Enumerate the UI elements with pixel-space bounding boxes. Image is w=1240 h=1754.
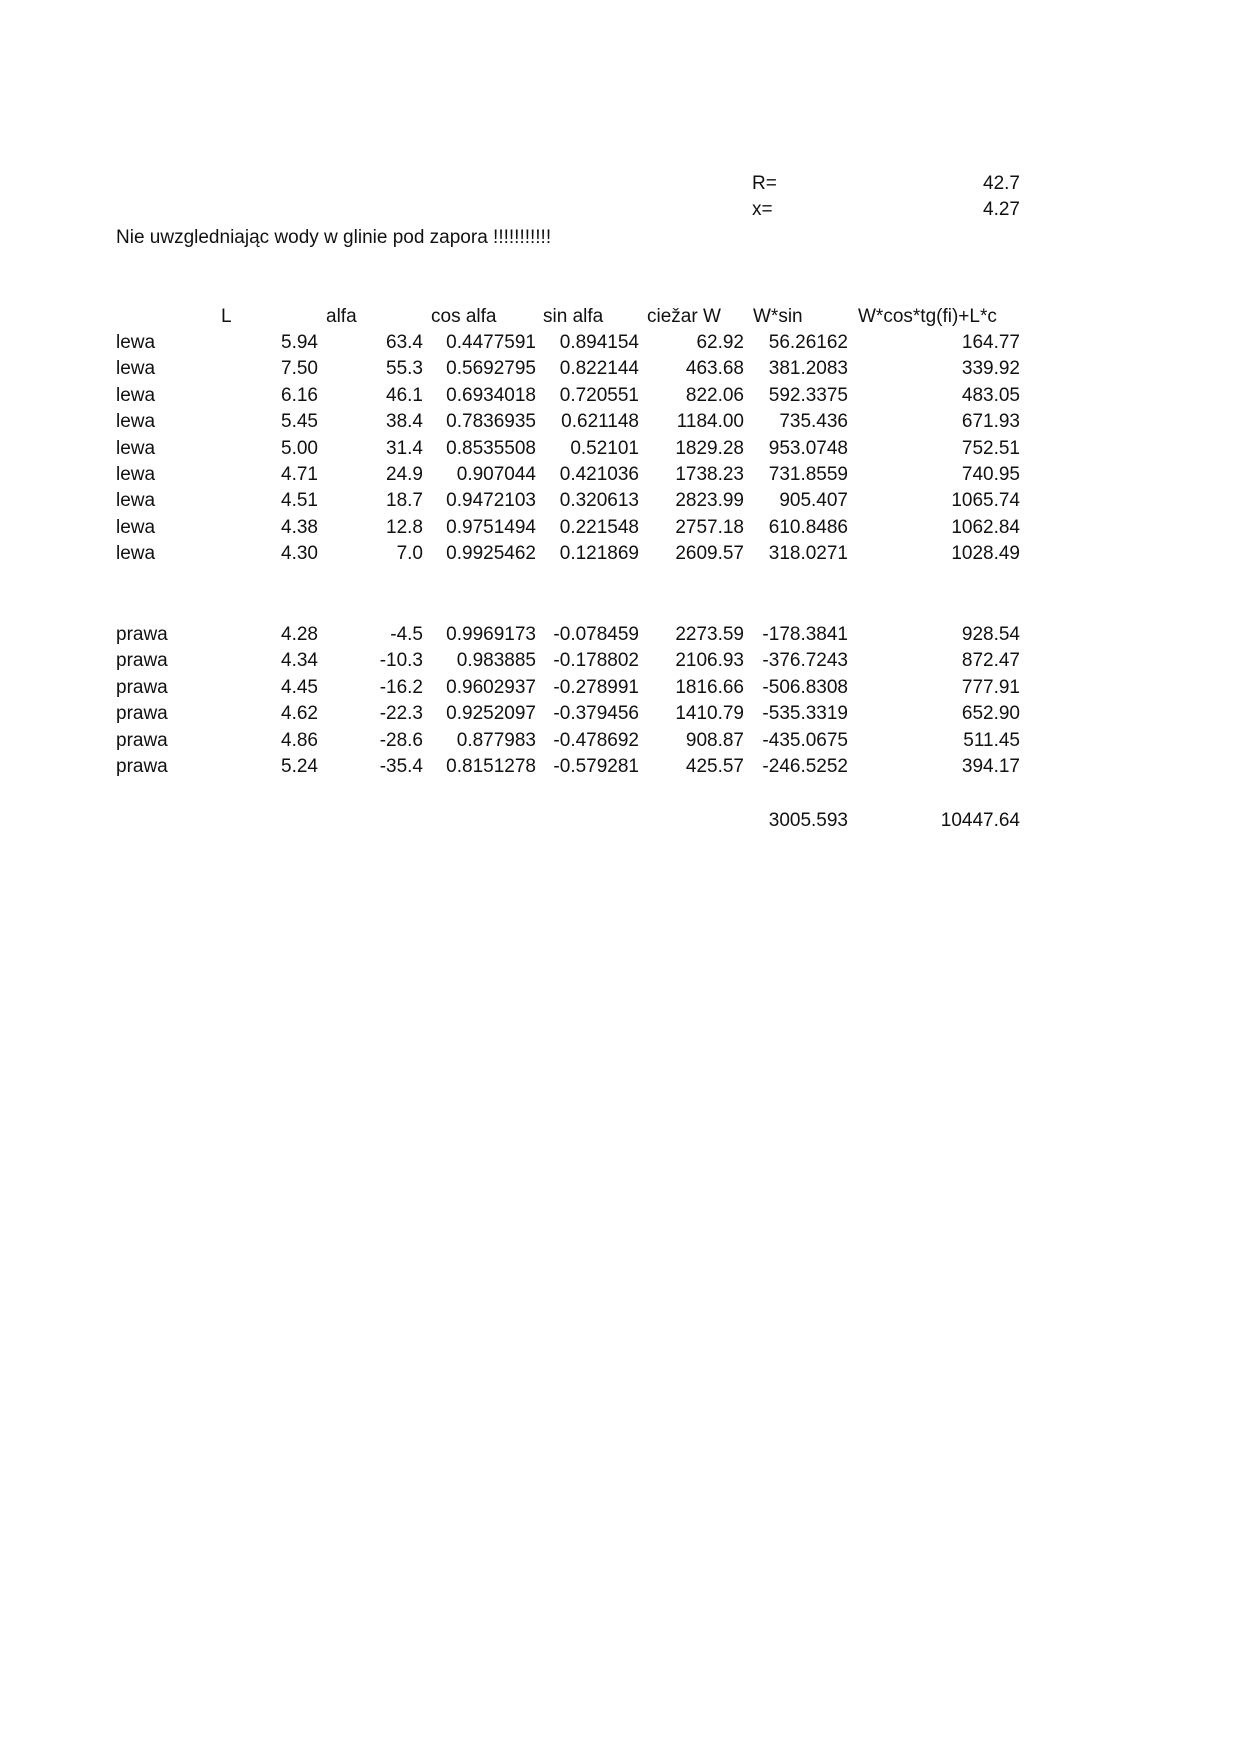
cell-l: 6.16 <box>281 384 318 406</box>
cell-w-sin: 905.407 <box>779 490 848 512</box>
cell-w-sin: 953.0748 <box>768 437 848 459</box>
cell-side: lewa <box>116 490 156 512</box>
cell-ciezar-w: 822.06 <box>685 384 744 406</box>
cell-ciezar-w: 2609.57 <box>675 543 744 565</box>
cell-alfa: 18.7 <box>386 490 423 512</box>
cell-resisting: 928.54 <box>961 624 1020 645</box>
cell-l: 4.51 <box>281 490 318 512</box>
cell-alfa: 7.0 <box>396 543 423 565</box>
cell-w-sin: 610.8486 <box>768 516 848 538</box>
cell-sin-alfa: 0.320613 <box>559 490 639 512</box>
cell-resisting: 872.47 <box>961 650 1020 672</box>
cell-resisting: 1062.84 <box>951 516 1020 538</box>
cell-side: lewa <box>116 332 156 353</box>
cell-sin-alfa: 0.720551 <box>559 384 639 406</box>
cell-w-sin: 735.436 <box>779 411 848 433</box>
r-value: 42.7 <box>983 173 1020 194</box>
cell-cos-alfa: 0.6934018 <box>446 384 536 406</box>
cell-ciezar-w: 908.87 <box>685 729 744 751</box>
cell-resisting: 652.90 <box>961 703 1020 725</box>
cell-resisting: 740.95 <box>961 464 1020 485</box>
cell-sin-alfa: -0.178802 <box>553 650 639 672</box>
cell-resisting: 752.51 <box>961 437 1020 459</box>
cell-sin-alfa: -0.278991 <box>553 676 639 698</box>
cell-cos-alfa: 0.9252097 <box>446 703 536 725</box>
cell-side: prawa <box>116 624 168 645</box>
cell-side: prawa <box>116 729 168 751</box>
cell-side: prawa <box>116 703 168 725</box>
cell-alfa: -28.6 <box>379 729 423 751</box>
cell-alfa: 12.8 <box>386 516 423 538</box>
cell-ciezar-w: 2757.18 <box>675 516 744 538</box>
cell-alfa: 55.3 <box>386 358 423 380</box>
cell-cos-alfa: 0.907044 <box>456 464 536 485</box>
cell-cos-alfa: 0.983885 <box>456 650 536 672</box>
cell-sin-alfa: 0.822144 <box>559 358 639 380</box>
cell-w-sin: 592.3375 <box>768 384 848 406</box>
header-w-sin: W*sin <box>753 306 803 327</box>
cell-l: 4.38 <box>281 516 318 538</box>
cell-cos-alfa: 0.9925462 <box>446 543 536 565</box>
cell-w-sin: -506.8308 <box>762 676 848 698</box>
cell-l: 7.50 <box>281 358 318 380</box>
cell-side: lewa <box>116 464 156 485</box>
cell-alfa: 46.1 <box>386 384 423 406</box>
cell-sin-alfa: -0.478692 <box>553 729 639 751</box>
cell-cos-alfa: 0.8151278 <box>446 756 536 777</box>
cell-cos-alfa: 0.8535508 <box>446 437 536 459</box>
cell-w-sin: 731.8559 <box>768 464 848 485</box>
cell-sin-alfa: 0.894154 <box>559 332 639 353</box>
cell-l: 5.94 <box>281 332 318 353</box>
header-alfa: alfa <box>326 306 357 327</box>
cell-resisting: 164.77 <box>961 332 1020 353</box>
cell-resisting: 777.91 <box>961 676 1020 698</box>
cell-cos-alfa: 0.9472103 <box>446 490 536 512</box>
cell-alfa: 38.4 <box>386 411 423 433</box>
header-l: L <box>221 306 232 327</box>
cell-l: 5.00 <box>281 437 318 459</box>
cell-w-sin: -246.5252 <box>762 756 848 777</box>
cell-ciezar-w: 1816.66 <box>675 676 744 698</box>
total-resisting: 10447.64 <box>940 810 1020 831</box>
cell-sin-alfa: 0.621148 <box>561 411 639 433</box>
header-ciezar-w: ciežar W <box>647 306 721 327</box>
cell-alfa: -35.4 <box>379 756 423 777</box>
cell-sin-alfa: 0.52101 <box>570 437 639 459</box>
cell-alfa: 63.4 <box>386 332 423 353</box>
cell-ciezar-w: 463.68 <box>685 358 744 380</box>
cell-cos-alfa: 0.7836935 <box>446 411 536 433</box>
cell-side: lewa <box>116 384 156 406</box>
cell-alfa: -10.3 <box>379 650 423 672</box>
r-label: R= <box>752 173 777 194</box>
cell-alfa: -4.5 <box>390 624 423 645</box>
cell-w-sin: 381.2083 <box>768 358 848 380</box>
cell-w-sin: -535.3319 <box>762 703 848 725</box>
cell-ciezar-w: 62.92 <box>696 332 744 353</box>
cell-cos-alfa: 0.9602937 <box>446 676 536 698</box>
cell-w-sin: 318.0271 <box>768 543 848 565</box>
cell-ciezar-w: 1738.23 <box>675 464 744 485</box>
cell-l: 5.24 <box>281 756 318 777</box>
cell-resisting: 1065.74 <box>951 490 1020 512</box>
cell-cos-alfa: 0.5692795 <box>446 358 536 380</box>
cell-l: 4.30 <box>281 543 318 565</box>
cell-sin-alfa: -0.078459 <box>553 624 639 645</box>
cell-side: lewa <box>116 516 156 538</box>
cell-l: 4.86 <box>281 729 318 751</box>
cell-cos-alfa: 0.9969173 <box>446 624 536 645</box>
cell-resisting: 1028.49 <box>951 543 1020 565</box>
note-text: Nie uwzgledniając wody w glinie pod zapora !!!!!!!!!!! <box>116 227 552 248</box>
cell-cos-alfa: 0.9751494 <box>446 516 536 538</box>
header-resisting: W*cos*tg(fi)+L*c <box>858 306 997 327</box>
cell-sin-alfa: -0.379456 <box>553 703 639 725</box>
cell-resisting: 339.92 <box>961 358 1020 380</box>
cell-alfa: -16.2 <box>379 676 423 698</box>
cell-l: 5.45 <box>281 411 318 433</box>
cell-l: 4.28 <box>281 624 318 645</box>
cell-ciezar-w: 2106.93 <box>675 650 744 672</box>
cell-side: prawa <box>116 756 168 777</box>
cell-cos-alfa: 0.877983 <box>456 729 536 751</box>
cell-ciezar-w: 2823.99 <box>675 490 744 512</box>
cell-side: lewa <box>116 543 156 565</box>
cell-ciezar-w: 2273.59 <box>675 624 744 645</box>
cell-resisting: 511.45 <box>963 729 1020 751</box>
cell-l: 4.71 <box>281 464 318 485</box>
header-sin-alfa: sin alfa <box>543 306 604 327</box>
cell-w-sin: -376.7243 <box>762 650 848 672</box>
cell-side: prawa <box>116 650 168 672</box>
cell-sin-alfa: 0.421036 <box>559 464 639 485</box>
cell-side: lewa <box>116 437 156 459</box>
cell-w-sin: -435.0675 <box>762 729 848 751</box>
cell-side: prawa <box>116 676 168 698</box>
cell-sin-alfa: 0.221548 <box>559 516 639 538</box>
cell-ciezar-w: 1184.00 <box>676 411 744 433</box>
cell-resisting: 483.05 <box>961 384 1020 406</box>
total-w-sin: 3005.593 <box>768 810 848 831</box>
cell-alfa: 24.9 <box>386 464 423 485</box>
cell-l: 4.45 <box>281 676 318 698</box>
x-value: 4.27 <box>983 199 1020 220</box>
cell-w-sin: -178.3841 <box>762 624 848 645</box>
cell-l: 4.34 <box>281 650 318 672</box>
cell-resisting: 394.17 <box>961 756 1020 777</box>
cell-ciezar-w: 425.57 <box>685 756 744 777</box>
cell-side: lewa <box>116 411 156 433</box>
cell-cos-alfa: 0.4477591 <box>446 332 536 353</box>
cell-side: lewa <box>116 358 156 380</box>
cell-ciezar-w: 1410.79 <box>675 703 744 725</box>
cell-alfa: 31.4 <box>386 437 423 459</box>
cell-ciezar-w: 1829.28 <box>675 437 744 459</box>
header-cos-alfa: cos alfa <box>431 306 497 327</box>
cell-sin-alfa: 0.121869 <box>559 543 639 565</box>
cell-l: 4.62 <box>281 703 318 725</box>
x-label: x= <box>752 199 773 220</box>
cell-sin-alfa: -0.579281 <box>553 756 639 777</box>
cell-alfa: -22.3 <box>379 703 423 725</box>
cell-w-sin: 56.26162 <box>768 332 848 353</box>
cell-resisting: 671.93 <box>961 411 1020 433</box>
